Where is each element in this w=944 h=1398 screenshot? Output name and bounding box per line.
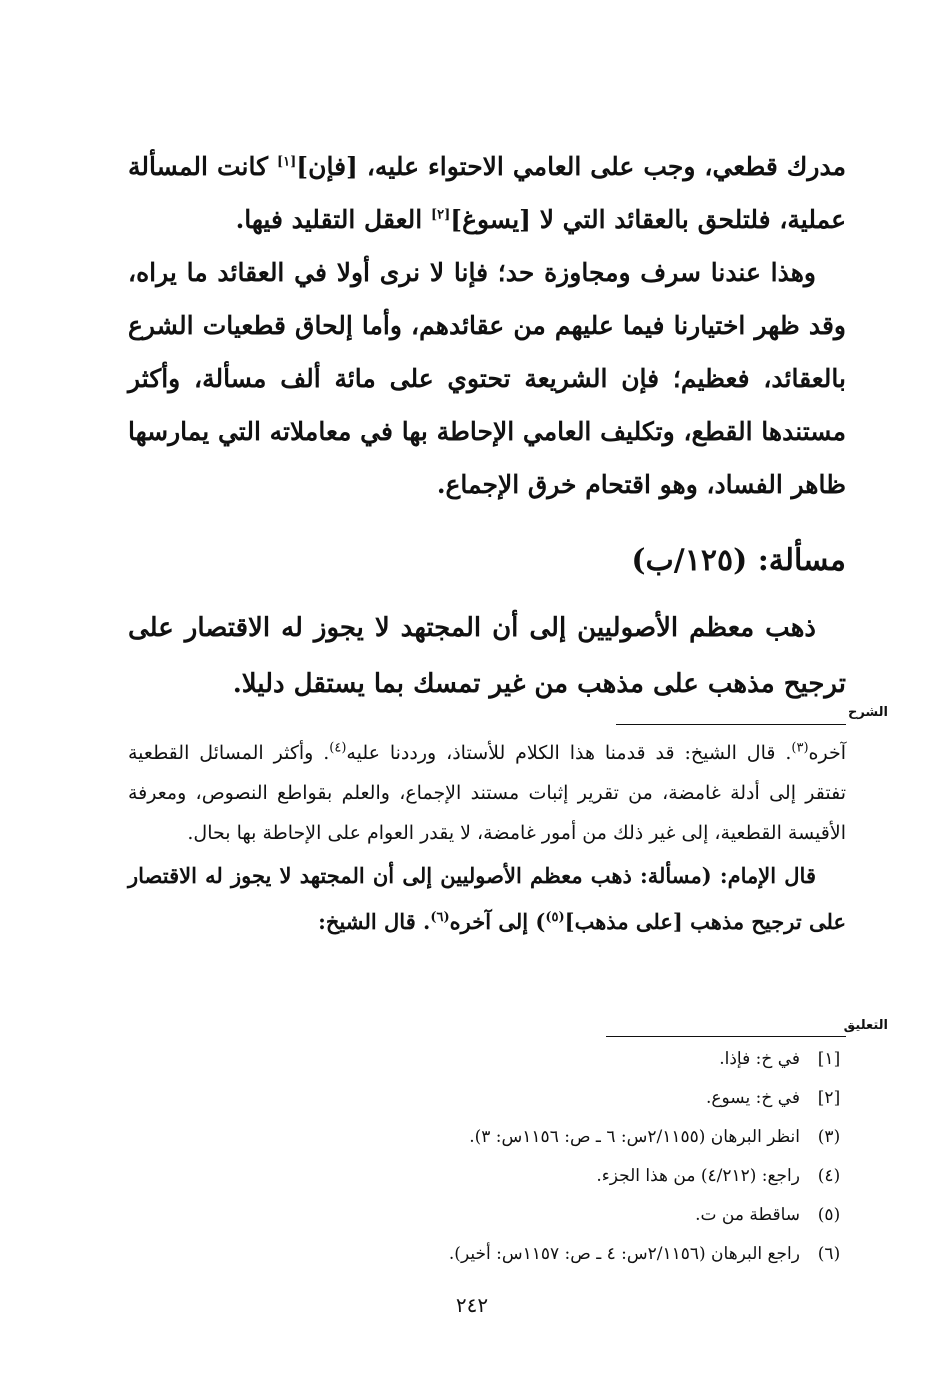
page-number: ٢٤٢: [455, 1293, 489, 1317]
footnote-text: ساقطة من ت.: [695, 1205, 800, 1225]
sharh-text-segment: . قال الشيخ: قد قدمنا هذا الكلام للأستاذ، ورددنا عليه: [346, 742, 792, 764]
sharh-text-segment: آخره: [808, 742, 846, 764]
issue-heading: مسألة: (١٢٥/ب): [631, 543, 846, 578]
sharh-paragraph-1: [128, 733, 846, 853]
footnote-ref: [١]: [276, 154, 297, 170]
sharh-text-segment: . قال الشيخ:: [318, 909, 431, 934]
main-text-segment: كانت المسألة عملية، فلتلحق بالعقائد التي لا [يسوغ]: [128, 152, 846, 234]
footnote-ref: (٤): [329, 740, 347, 756]
sharh-label: الشرح: [847, 705, 888, 720]
footnote-item: [128, 1157, 846, 1196]
footnote-text: راجع: (٤/٢١٢) من هذا الجزء.: [596, 1166, 800, 1186]
sharh-text-segment: . وأكثر المسائل القطعية تفتقر إلى أدلة غامضة، من تقرير إثبات مستند الإجماع، والعلم بقواطع النصوص، ومعرفة الأقيسة القطعية، إلى غير ذلك من أمور غامضة، لا يقدر العوام على الإحاطة بها بحال.: [128, 742, 846, 844]
main-paragraph-2: وهذا عندنا سرف ومجاوزة حد؛ فإنا لا نرى أولا في العقائد ما يراه، وقد ظهر اختيارنا فيما عليهم من عقائدهم، وأما إلحاق قطعيات الشرع بالعقائد، فعظيم؛ فإن الشريعة تحتوي على مائة ألف مسألة، وأكثر مستندها القطع، وتكليف العامي الإحاطة بها في معاملاته التي يمارسها ظاهر الفساد، وهو اقتحام خرق الإجماع.: [128, 258, 846, 499]
footnote-ref: (٥): [545, 910, 565, 925]
footnote-text: في خ: فإذا.: [719, 1049, 800, 1069]
footnote-item: [128, 1040, 846, 1079]
footnote-item: [128, 1118, 846, 1157]
footnote-marker: [٢]: [817, 1088, 841, 1108]
main-text-segment: مدرك قطعي، وجب على العامي الاحتواء عليه، [فإن]: [296, 152, 847, 181]
sharh-divider: [616, 724, 846, 725]
sharh-text-segment: ) إلى آخره: [449, 909, 546, 934]
footnote-text: في خ: يسوع.: [705, 1088, 800, 1108]
footnote-ref: [٢]: [430, 207, 451, 223]
main-text-segment: العقل التقليد فيها.: [235, 205, 431, 234]
footnote-text: راجع البرهان (٢/١١٥٦س: ٤ ـ ص: ١١٥٧س: أخير).: [448, 1244, 800, 1264]
footnotes-list: [128, 1040, 846, 1274]
taaliq-divider: [606, 1036, 846, 1037]
issue-text: ذهب معظم الأصوليين إلى أن المجتهد لا يجوز له الاقتصار على ترجيح مذهب على مذهب من غير تمسك بما يستقل دليلا.: [128, 613, 846, 699]
sharh-paragraph-2: [128, 853, 846, 945]
footnote-item: [128, 1235, 846, 1274]
footnote-ref: (٦): [430, 910, 450, 925]
footnote-text: انظر البرهان (٢/١١٥٥س: ٦ ـ ص: ١١٥٦س: ٣).: [469, 1127, 800, 1147]
footnote-item: [128, 1079, 846, 1118]
footnote-item: [128, 1196, 846, 1235]
footnote-ref: (٣): [791, 740, 809, 756]
footnote-marker: (٣): [817, 1127, 841, 1147]
sharh-text-segment: قال الإمام: (مسألة: ذهب معظم الأصوليين إلى أن المجتهد لا يجوز له الاقتصار على ترجيح مذهب [على مذهب]: [128, 863, 846, 934]
taaliq-label: التعليق: [843, 1018, 888, 1033]
footnote-marker: (٤): [817, 1166, 841, 1186]
main-text: [128, 140, 846, 511]
footnote-marker: (٦): [817, 1244, 841, 1264]
footnote-marker: (٥): [817, 1205, 841, 1225]
main-paragraph-1: [128, 140, 846, 246]
footnote-marker: [١]: [817, 1049, 841, 1069]
sharh-text: [128, 733, 846, 945]
